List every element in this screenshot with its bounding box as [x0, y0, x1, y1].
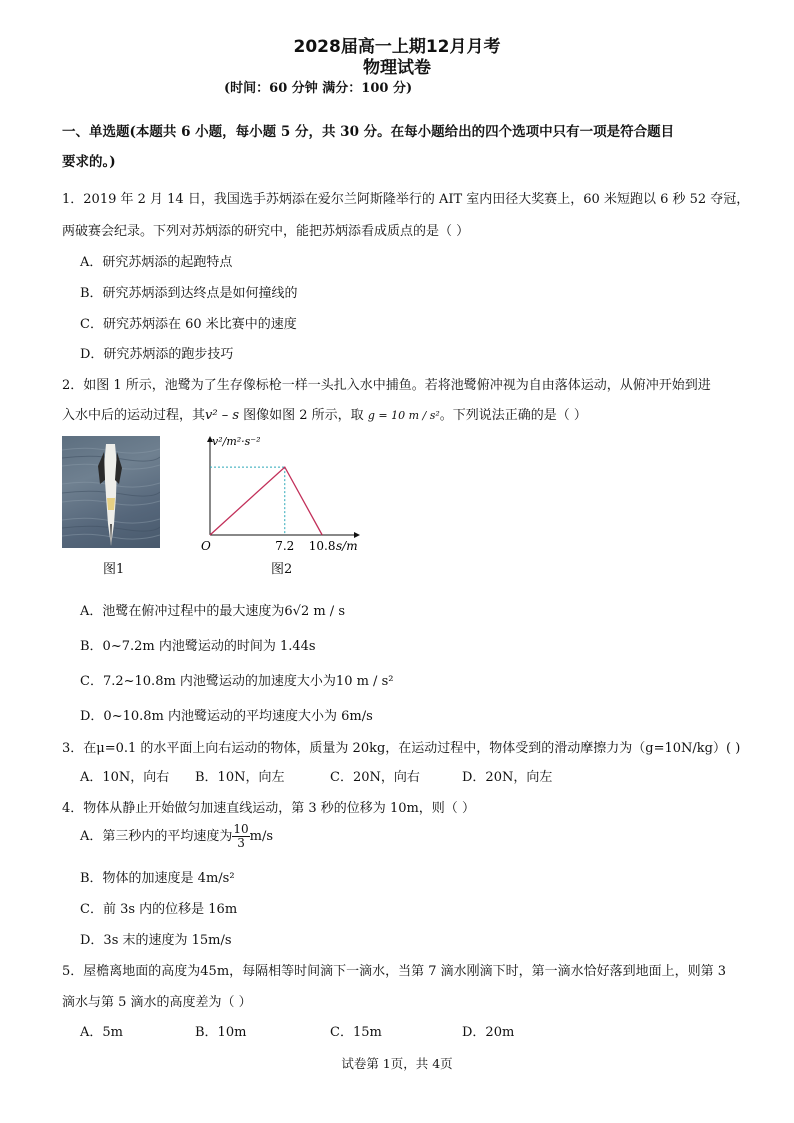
- q4-option-a-text: A．第三秒内的平均速度为: [80, 829, 233, 844]
- q1-stem-line2: 两破赛会纪录。下列对苏炳添的研究中，能把苏炳添看成质点的是（ ）: [62, 224, 470, 239]
- q2-stem-part-c: 。下列说法正确的是（ ）: [439, 408, 587, 423]
- q2-option-a-text: A．池鹭在俯冲过程中的最大速度为: [80, 604, 285, 619]
- origin-label: O: [201, 539, 211, 553]
- time-info: (时间：60 分钟 满分：100 分): [224, 81, 413, 96]
- q4-stem: 4．物体从静止开始做匀加速直线运动，第 3 秒的位移为 10m，则（ ）: [62, 801, 475, 816]
- v2-s-chart: [190, 432, 370, 560]
- page-footer: 试卷第 1页，共 4页: [341, 1056, 453, 1071]
- section-heading-cont: 要求的。): [62, 154, 116, 170]
- figure2-caption: 图2: [271, 562, 293, 577]
- q4-option-c: C．前 3s 内的位移是 16m: [80, 902, 238, 917]
- q2-option-b: B．0~7.2m 内池鹭运动的时间为 1.44s: [80, 639, 316, 654]
- q1-option-b: B．研究苏炳添到达终点是如何撞线的: [80, 286, 298, 301]
- heron-photo: [62, 436, 160, 548]
- q5-option-a: A．5m: [80, 1025, 123, 1040]
- q1-option-d: D．研究苏炳添的跑步技巧: [80, 347, 234, 362]
- q2-stem-line1: 2．如图 1 所示，池鹭为了生存像标枪一样一头扎入水中捕鱼。若将池鹭俯冲视为自由落体运动，从俯冲开始到进: [62, 378, 711, 393]
- q2-option-a-value: 6√2 m / s: [284, 604, 345, 619]
- q3-stem: 3．在μ=0.1 的水平面上向右运动的物体，质量为 20kg，在运动过程中，物体受到的滑动摩擦力为（g=10N/kg）( ): [62, 741, 741, 756]
- exam-subtitle: 物理试卷: [363, 58, 431, 78]
- x-axis-arrow: [354, 532, 360, 538]
- q1-option-c: C．研究苏炳添在 60 米比赛中的速度: [80, 317, 297, 332]
- q1-stem-line1: 1．2019 年 2 月 14 日，我国选手苏炳添在爱尔兰阿斯隆举行的 AIT 室内田径大奖赛上，60 米短跑以 6 秒 52 夺冠，: [62, 192, 750, 207]
- q2-option-c: [80, 670, 393, 689]
- q2-stem-part-a: 入水中后的运动过程，其: [62, 408, 206, 423]
- q3-option-c: C．20N，向右: [330, 770, 420, 785]
- q3-option-d: D．20N，向左: [462, 770, 553, 785]
- x-axis-label: s/m: [336, 539, 358, 553]
- q2-var: v² – s: [205, 408, 240, 423]
- q5-stem-line1: 5．屋檐离地面的高度为45m，每隔相等时间滴下一滴水，当第 7 滴水刚滴下时，第一滴水恰好落到地面上，则第 3: [62, 964, 727, 979]
- series-line-v2-s: [210, 467, 322, 535]
- q4-fraction-denominator: 3: [237, 836, 245, 850]
- q4-option-a: [80, 823, 273, 850]
- x-tick-label-10-8: 10.8: [308, 539, 336, 553]
- figure1-caption: 图1: [103, 562, 125, 577]
- q2-option-a: [80, 600, 345, 619]
- q3-option-a: A．10N，向右: [80, 770, 170, 785]
- q4-option-a-unit: m/s: [249, 829, 274, 844]
- q5-option-b: B．10m: [195, 1025, 247, 1040]
- q4-option-d: D．3s 末的速度为 15m/s: [80, 933, 232, 948]
- q3-option-b: B．10N，向左: [195, 770, 285, 785]
- q2-gravity: g = 10 m / s²: [367, 409, 440, 422]
- q2-option-c-value: 10 m / s²: [335, 674, 394, 689]
- section-heading: 一、单选题(本题共 6 小题，每小题 5 分，共 30 分。在每小题给出的四个选项中只有一项是符合题目: [62, 124, 675, 140]
- q4-fraction: [232, 823, 249, 850]
- q5-option-d: D．20m: [462, 1025, 515, 1040]
- y-axis-label: v²/m²·s⁻²: [212, 435, 261, 448]
- q4-option-b: B．物体的加速度是 4m/s²: [80, 871, 235, 886]
- q5-stem-line2: 滴水与第 5 滴水的高度差为（ ）: [62, 995, 252, 1010]
- q4-fraction-numerator: 10: [233, 822, 249, 836]
- q2-option-c-text: C．7.2~10.8m 内池鹭运动的加速度大小为: [80, 674, 336, 689]
- q5-option-c: C．15m: [330, 1025, 382, 1040]
- q2-stem-part-b: 图像如图 2 所示，取: [239, 408, 368, 423]
- q1-option-a: A．研究苏炳添的起跑特点: [80, 255, 233, 270]
- exam-title: 2028届高一上期12月月考: [293, 37, 501, 57]
- x-tick-label-7-2: 7.2: [275, 539, 295, 553]
- q2-option-d: D．0~10.8m 内池鹭运动的平均速度大小为 6m/s: [80, 709, 373, 724]
- heron-photo-drawing: [62, 436, 160, 548]
- q2-stem-line2: [62, 404, 587, 423]
